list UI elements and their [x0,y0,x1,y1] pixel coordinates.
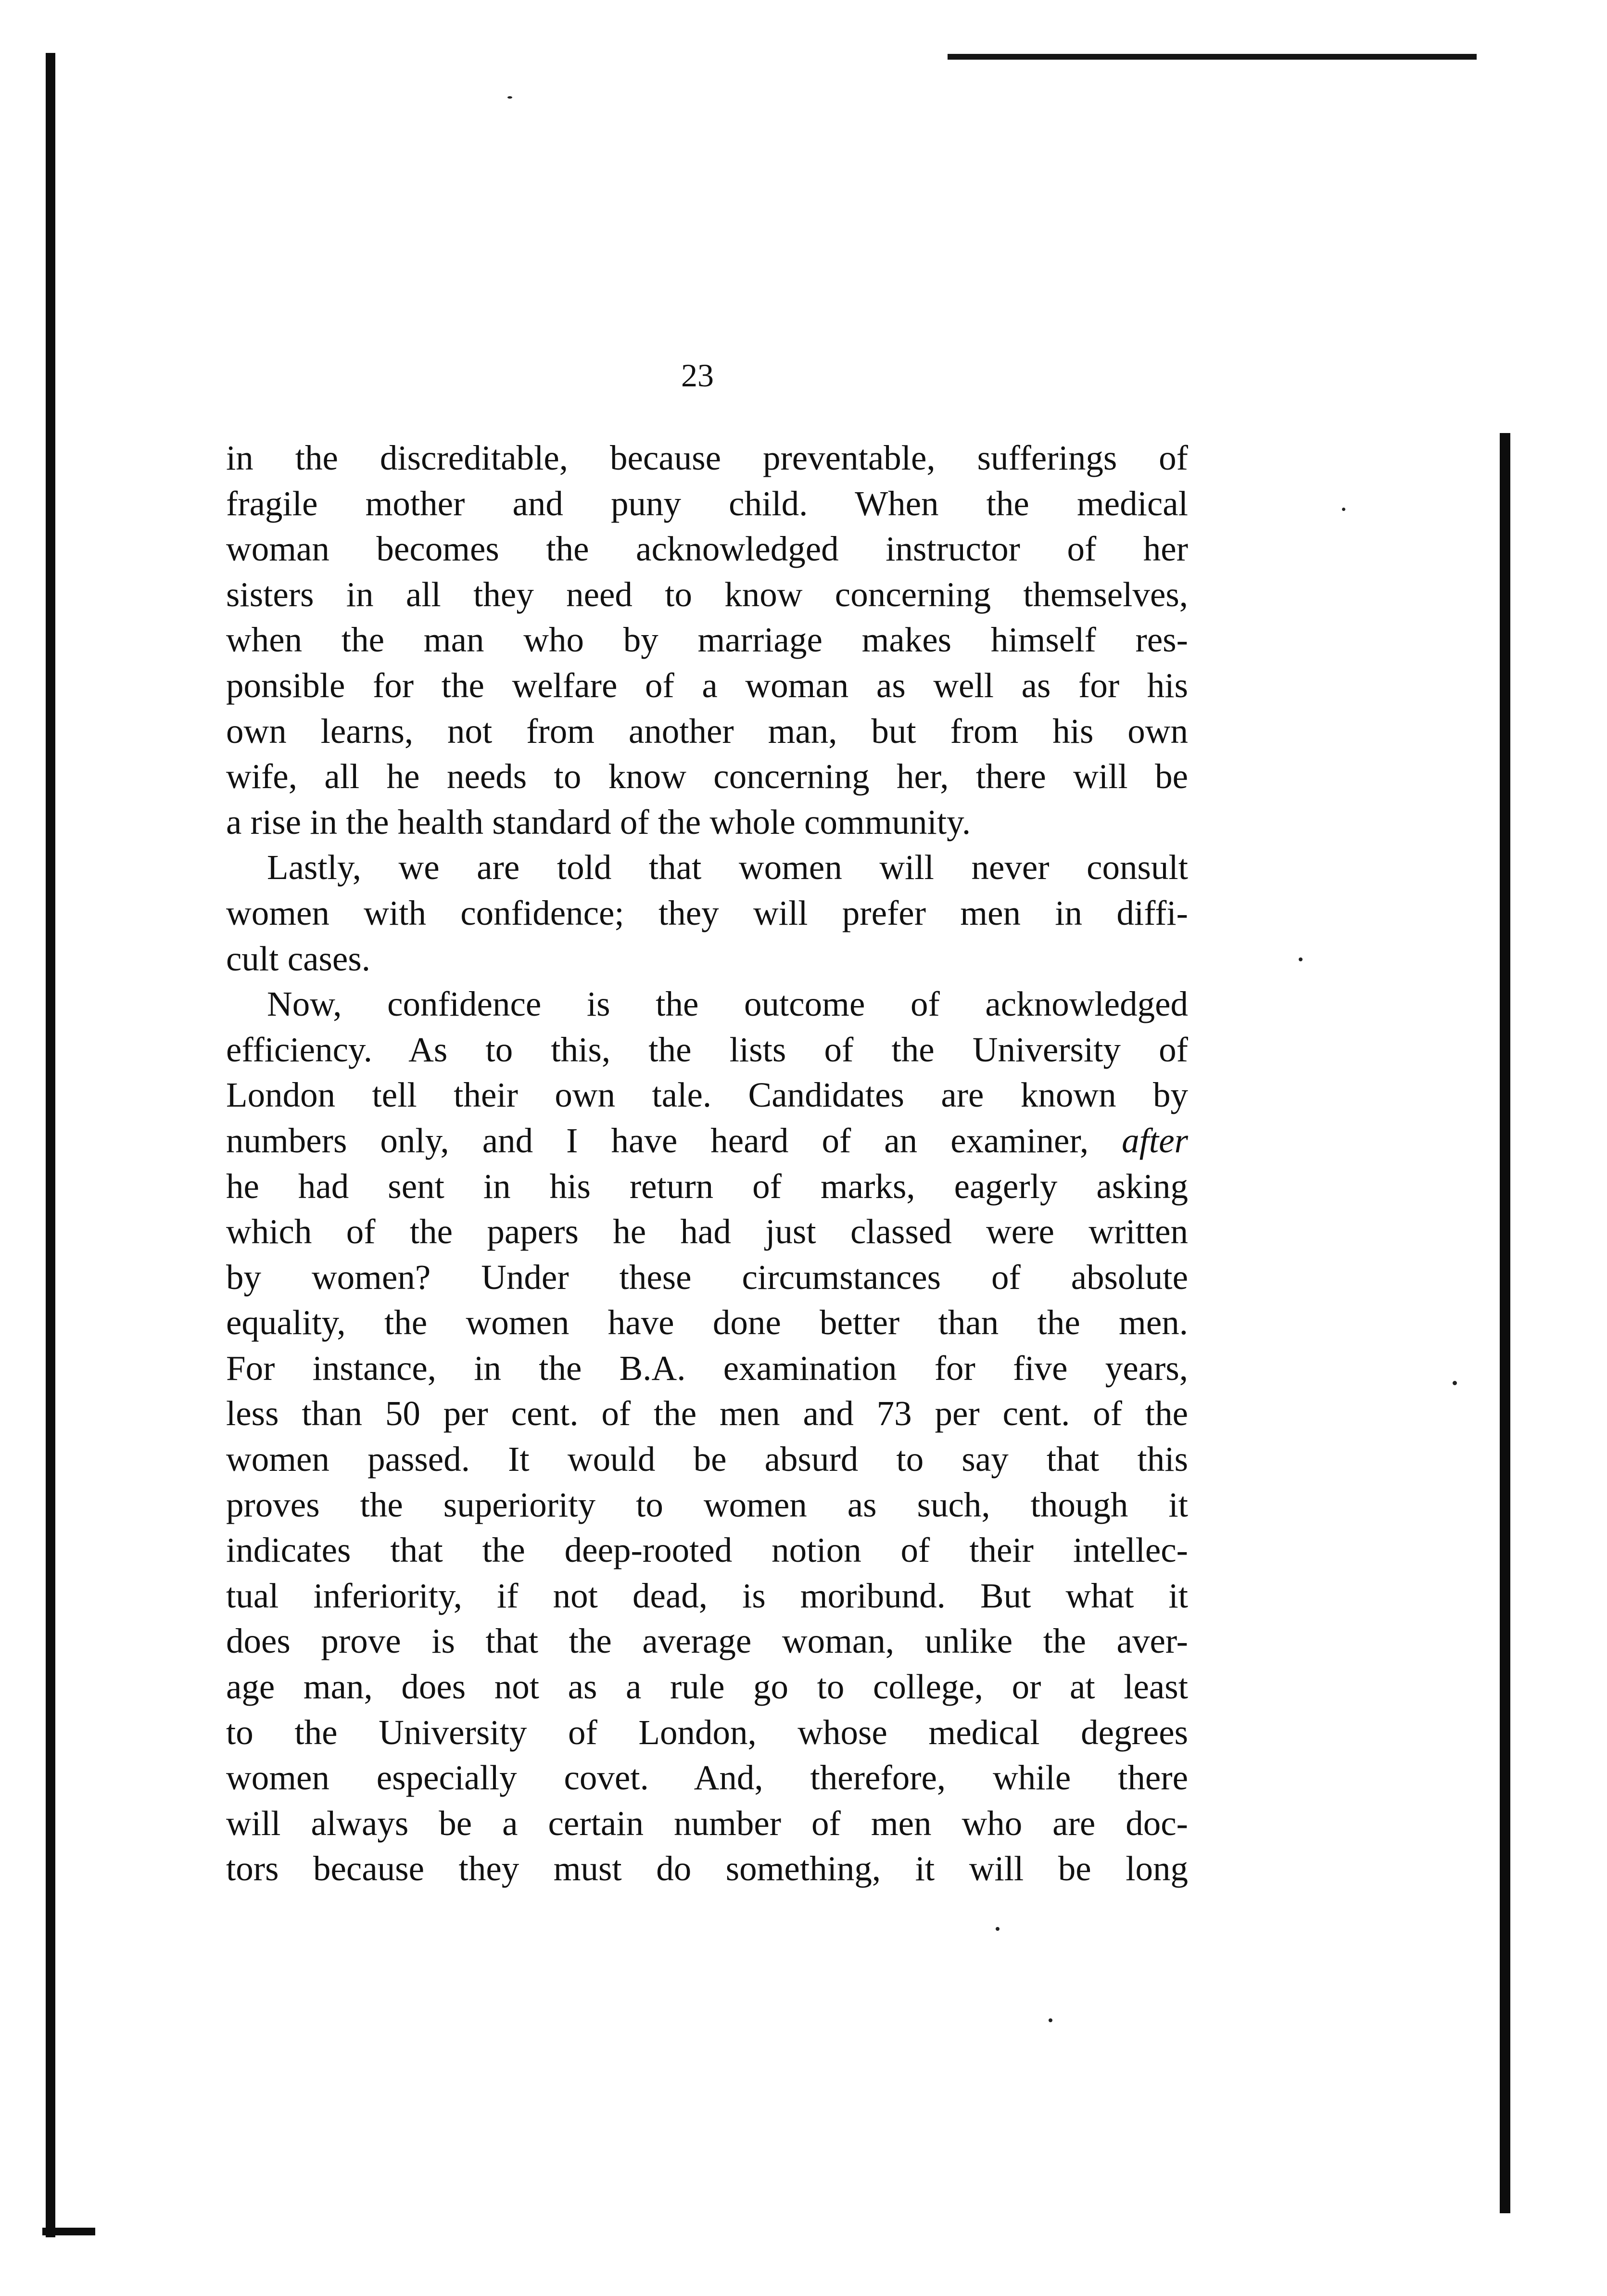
text-line: sisters in all they need to know concerning themselves, [226,574,1188,614]
binding-edge-foot [42,2228,95,2235]
text-line: women with confidence; they will prefer men in diffi- [226,893,1188,932]
text-line: indicates that the deep-rooted notion of their intellec- [226,1531,1188,1570]
italic-word: after [1122,1121,1189,1160]
text-line: tual inferiority, if not dead, is moribund. But what it [226,1576,1188,1615]
text-line: women passed. It would be absurd to say that this [226,1440,1188,1479]
text-line: age man, does not as a rule go to college, or at least [226,1667,1188,1707]
body-text [226,435,1188,1892]
scan-speck [1453,1381,1457,1385]
text-line: Lastly, we are told that women will never consult [267,848,1188,887]
text-line: does prove is that the average woman, unlike the aver- [226,1621,1188,1661]
text-line: For instance, in the B.A. examination for five years, [226,1348,1188,1388]
scan-speck [1299,957,1303,961]
scan-speck [1049,2018,1052,2022]
text-line: to the University of London, whose medical degrees [226,1712,1188,1752]
text-line: Now, confidence is the outcome of acknowledged [267,984,1188,1024]
text-line: tors because they must do something, it will be long [226,1849,1188,1888]
text-line: efficiency. As to this, the lists of the University of [226,1030,1188,1069]
text-line: equality, the women have done better than the men. [226,1303,1188,1342]
text-line: wife, all he needs to know concerning her, there will be [226,757,1188,796]
text-line: when the man who by marriage makes himself res- [226,620,1188,660]
text-line-main: numbers only, and I have heard of an examiner, [226,1121,1089,1160]
text-line-with-italic [226,1118,1188,1164]
text-line: woman becomes the acknowledged instructor of her [226,529,1188,569]
text-line: in the discreditable, because preventable, sufferings of [226,438,1188,477]
page-number: 23 [681,357,714,394]
text-line: women especially covet. And, therefore, while there [226,1758,1188,1798]
text-line: fragile mother and puny child. When the medical [226,484,1188,523]
text-line: ponsible for the welfare of a woman as well as for his [226,665,1188,705]
scan-edge-top [948,54,1477,60]
text-line: he had sent in his return of marks, eagerly asking [226,1166,1188,1206]
text-line: own learns, not from another man, but from his own [226,711,1188,751]
text-line: less than 50 per cent. of the men and 73 per cent. of the [226,1394,1188,1433]
text-line: by women? Under these circumstances of absolute [226,1257,1188,1297]
text-line: proves the superiority to women as such, though it [226,1485,1188,1524]
text-line: cult cases. [226,939,370,978]
text-line: London tell their own tale. Candidates are known by [226,1075,1188,1115]
scan-speck [1342,508,1345,511]
scan-speck [996,1927,1000,1931]
binding-edge-right [1500,433,1510,2213]
scan-speck [507,96,512,99]
text-line: will always be a certain number of men who are doc- [226,1803,1188,1843]
text-line: which of the papers he had just classed were written [226,1212,1188,1251]
text-line: a rise in the health standard of the whole community. [226,802,971,842]
